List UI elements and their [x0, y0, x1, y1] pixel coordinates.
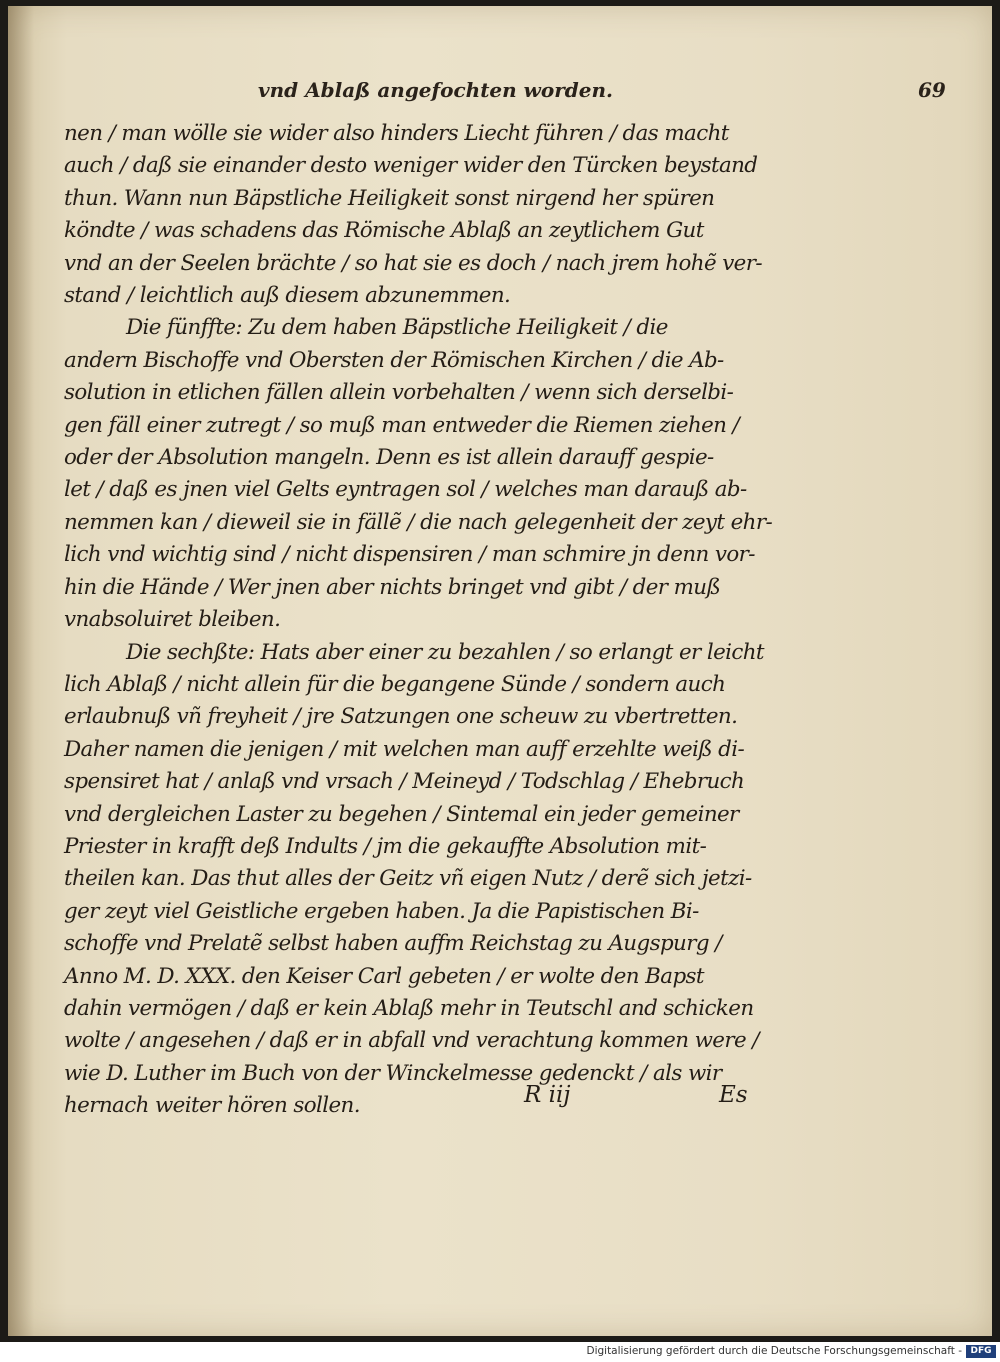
text-line: dahin vermögen / daß er kein Ablaß mehr in Teutschl and schicken — [64, 995, 754, 1021]
text-line: auch / daß sie einander desto weniger wider den Türcken beystand — [64, 153, 758, 179]
text-line: thun. Wann nun Bäpstliche Heiligkeit sonst nirgend her spüren — [64, 185, 715, 211]
text-line: hin die Hände / Wer jnen aber nichts bringet vnd gibt / der muß — [64, 574, 721, 600]
text-line: schoffe vnd Prelatẽ selbst haben auffm Reichstag zu Augspurg / — [64, 931, 722, 957]
text-line: andern Bischoffe vnd Obersten der Römischen Kirchen / die Ab- — [64, 347, 724, 373]
text-line: nen / man wölle sie wider also hinders Liecht führen / das macht — [64, 121, 729, 146]
text-line: Anno M. D. XXX. den Keiser Carl gebeten / er wolte den Bapst — [64, 963, 704, 989]
text-line: nemmen kan / dieweil sie in fällẽ / die nach gelegenheit der zeyt ehr- — [64, 509, 773, 535]
text-line: spensiret hat / anlaß vnd vrsach / Meineyd / Todschlag / Ehebruch — [64, 769, 745, 795]
text-line: vnd dergleichen Laster zu begehen / Sintemal ein jeder gemeiner — [64, 801, 739, 827]
text-line: vnd an der Seelen brächte / so hat sie es doch / nach jrem hohẽ ver- — [64, 250, 762, 276]
body-text — [64, 118, 784, 1123]
signature-row — [64, 1078, 784, 1118]
text-line: wolte / angesehen / daß er in abfall vnd verachtung kommen were / — [64, 1028, 759, 1054]
text-line: Daher namen die jenigen / mit welchen man auff erzehlte weiß di- — [64, 736, 745, 762]
text-line: wie D. Luther im Buch von der Winckelmesse gedenckt / als wir — [64, 1060, 722, 1086]
page-number: 69 — [918, 78, 946, 102]
funding-credit: Digitalisierung gefördert durch die Deutsche Forschungsgemeinschaft - — [586, 1345, 962, 1357]
text-line: let / daß es jnen viel Gelts eyntragen sol / welches man darauß ab- — [64, 477, 747, 503]
text-line: gen fäll einer zutregt / so muß man entweder die Riemen ziehen / — [64, 412, 740, 438]
text-line: oder der Absolution mangeln. Denn es ist allein darauff gespie- — [64, 445, 714, 471]
text-line: erlaubnuß vñ freyheit / jre Satzungen one scheuw zu vbertretten. — [64, 704, 738, 730]
text-line: theilen kan. Das thut alles der Geitz vñ eigen Nutz / derẽ sich jetzi- — [64, 866, 752, 892]
text-line: ger zeyt viel Geistliche ergeben haben. Ja die Papistischen Bi- — [64, 898, 699, 924]
text-line: vnabsoluiret bleiben. — [64, 607, 281, 633]
text-line: lich vnd wichtig sind / nicht dispensiren / man schmire jn denn vor- — [64, 542, 755, 568]
text-line: lich Ablaß / nicht allein für die begangene Sünde / sondern auch — [64, 671, 726, 697]
signature-mark: R iij — [524, 1082, 571, 1108]
book-page — [8, 6, 992, 1336]
running-head: vnd Ablaß angefochten worden. — [258, 78, 613, 102]
text-line: Priester in krafft deß Indults / jm die gekauffte Absolution mit- — [64, 833, 707, 859]
paragraph-start-line: Die fünffte: Zu dem haben Bäpstliche Heiligkeit / die — [126, 315, 668, 341]
dfg-logo-icon: DFG — [966, 1345, 996, 1358]
catchword: Es — [719, 1082, 748, 1108]
paragraph-start-line: Die sechßte: Hats aber einer zu bezahlen / so erlangt er leicht — [126, 639, 764, 665]
text-line: solution in etlichen fällen allein vorbehalten / wenn sich derselbi- — [64, 380, 734, 406]
text-line: köndte / was schadens das Römische Ablaß an zeytlichem Gut — [64, 218, 704, 244]
text-line: stand / leichtlich auß diesem abzunemmen. — [64, 283, 511, 309]
digitization-footer — [0, 1342, 1000, 1362]
text-line: hernach weiter hören sollen. — [64, 1093, 360, 1119]
